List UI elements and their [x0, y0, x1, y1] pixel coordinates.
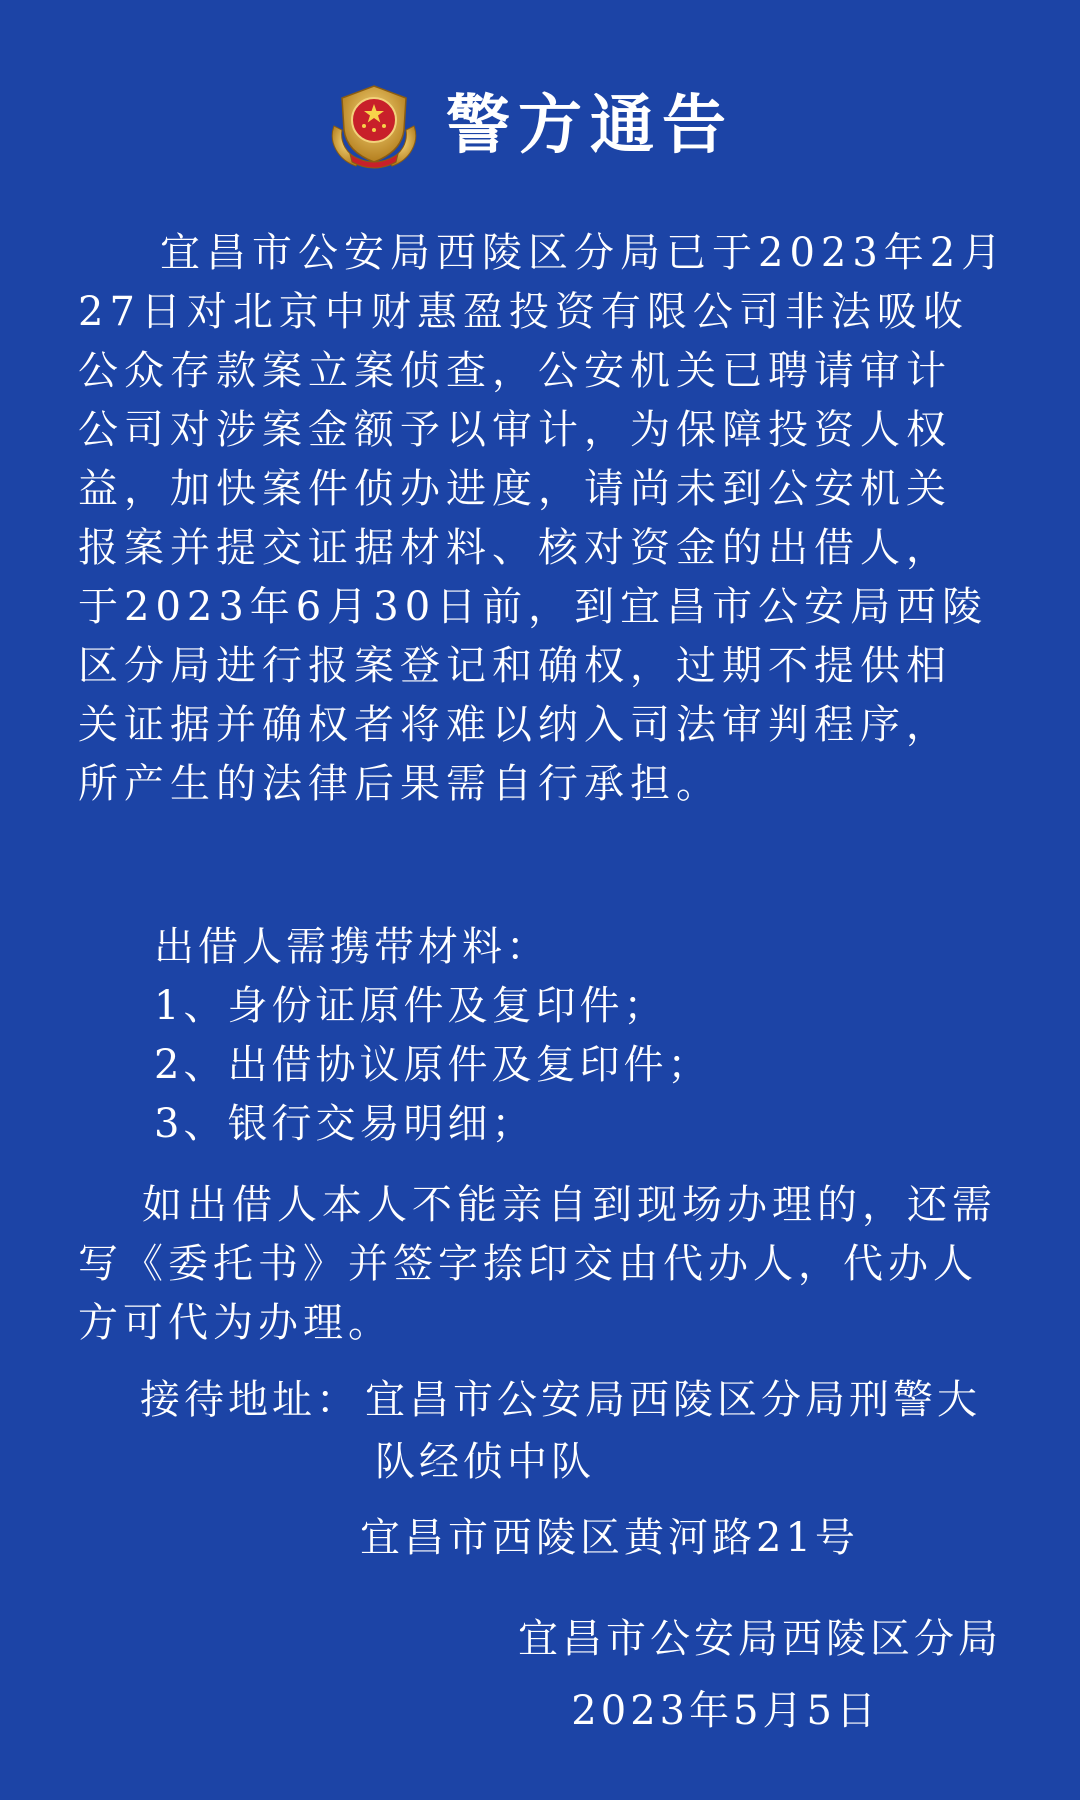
address-label: 接待地址：: [140, 1377, 360, 1423]
page-title: 警方通告: [446, 89, 734, 163]
address-line-2: 队经侦中队: [375, 1439, 595, 1485]
materials-item: 3、银行交易明细；: [154, 1101, 536, 1147]
materials-list: [154, 918, 1014, 1154]
address-line-3: 宜昌市西陵区黄河路21号: [360, 1515, 859, 1561]
signature-date: 2023年5月5日: [571, 1688, 880, 1734]
body-line: 27日对北京中财惠盈投资有限公司非法吸收: [78, 289, 969, 335]
body-line: 益，加快案件侦办进度，请尚未到公安机关: [78, 466, 952, 512]
proxy-line: 写《委托书》并签字捺印交由代办人，代办人: [78, 1241, 978, 1287]
signature-block: [490, 1608, 1010, 1742]
notice-body: [78, 224, 1008, 814]
proxy-line: 如出借人本人不能亲自到现场办理的，还需: [142, 1182, 997, 1228]
materials-item: 1、身份证原件及复印件；: [154, 983, 668, 1029]
body-line: 报案并提交证据材料、核对资金的出借人，: [78, 525, 952, 571]
materials-heading: 出借人需携带材料：: [154, 924, 550, 970]
address-line-1: 宜昌市公安局西陵区分局刑警大: [365, 1377, 981, 1423]
body-line: 公众存款案立案侦查，公安机关已聘请审计: [78, 348, 952, 394]
police-emblem-icon: [326, 80, 422, 172]
body-line: 公司对涉案金额予以审计，为保障投资人权: [78, 407, 952, 453]
body-line: 区分局进行报案登记和确权，过期不提供相: [78, 643, 952, 689]
proxy-line: 方可代为办理。: [78, 1300, 393, 1346]
body-line: 于2023年6月30日前，到宜昌市公安局西陵: [78, 584, 989, 630]
signature-org: 宜昌市公安局西陵区分局: [518, 1616, 1002, 1662]
materials-item: 2、出借协议原件及复印件；: [154, 1042, 712, 1088]
body-line: 关证据并确权者将难以纳入司法审判程序，: [78, 702, 952, 748]
address-row: [140, 1370, 1020, 1561]
body-line: 宜昌市公安局西陵区分局已于2023年2月: [160, 230, 1008, 276]
notice-header: [0, 78, 1080, 178]
reception-address: [140, 1370, 1020, 1561]
body-line: 所产生的法律后果需自行承担。: [78, 761, 722, 807]
proxy-instructions: [78, 1176, 1008, 1353]
